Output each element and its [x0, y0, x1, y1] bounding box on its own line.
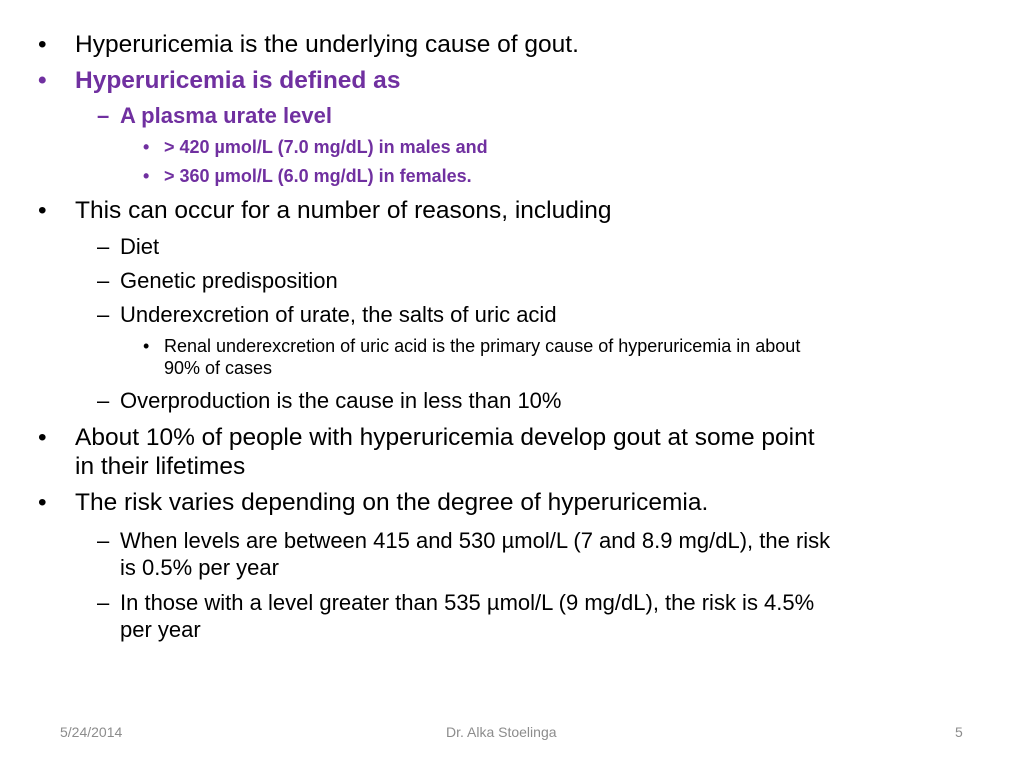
bullet-text: This can occur for a number of reasons, including [75, 197, 612, 224]
bullet-text-continuation: in their lifetimes [75, 453, 246, 480]
sub-sub-bullet-text-emphasis: > 360 µmol/L (6.0 mg/dL) in females. [164, 166, 472, 186]
sub-bullet-text: Overproduction is the cause in less than 10% [120, 388, 562, 413]
sub-bullet-marker: – [97, 528, 110, 553]
footer-date: 5/24/2014 [60, 724, 123, 740]
sub-sub-bullet-text-emphasis: > 420 µmol/L (7.0 mg/dL) in males and [164, 137, 488, 157]
bullet-marker: • [38, 197, 47, 224]
footer-author: Dr. Alka Stoelinga [446, 724, 557, 740]
sub-bullet-text-emphasis: A plasma urate level [120, 103, 332, 128]
sub-bullet-text: Genetic predisposition [120, 268, 338, 293]
sub-sub-bullet-marker: • [143, 137, 150, 157]
footer-page-number: 5 [955, 724, 963, 740]
bullet-marker: • [38, 489, 47, 516]
bullet-text-emphasis: Hyperuricemia is defined as [75, 67, 401, 94]
sub-bullet-text: Diet [120, 234, 160, 259]
sub-sub-bullet-text: Renal underexcretion of uric acid is the primary cause of hyperuricemia in about [164, 336, 801, 356]
sub-sub-bullet-text-continuation: 90% of cases [164, 358, 273, 378]
sub-bullet-marker: – [97, 302, 110, 327]
bullet-marker: • [38, 31, 47, 58]
sub-bullet-text: Underexcretion of urate, the salts of uric acid [120, 302, 557, 327]
sub-sub-bullet-marker: • [143, 166, 150, 186]
sub-bullet-marker: – [97, 590, 110, 615]
sub-bullet-marker: – [97, 388, 110, 413]
sub-bullet-marker: – [97, 234, 110, 259]
sub-bullet-marker: – [97, 103, 110, 128]
sub-bullet-marker: – [97, 268, 110, 293]
sub-bullet-text-continuation: per year [120, 617, 201, 642]
bullet-text: The risk varies depending on the degree of hyperuricemia. [75, 489, 709, 516]
bullet-text: About 10% of people with hyperuricemia develop gout at some point [75, 424, 815, 451]
bullet-marker: • [38, 67, 47, 94]
sub-bullet-text-continuation: is 0.5% per year [120, 555, 279, 580]
sub-sub-bullet-marker: • [143, 336, 150, 356]
sub-bullet-text: When levels are between 415 and 530 µmol/L (7 and 8.9 mg/dL), the risk [120, 528, 831, 553]
bullet-marker: • [38, 424, 47, 451]
sub-bullet-text: In those with a level greater than 535 µmol/L (9 mg/dL), the risk is 4.5% [120, 590, 815, 615]
bullet-text: Hyperuricemia is the underlying cause of gout. [75, 31, 579, 58]
